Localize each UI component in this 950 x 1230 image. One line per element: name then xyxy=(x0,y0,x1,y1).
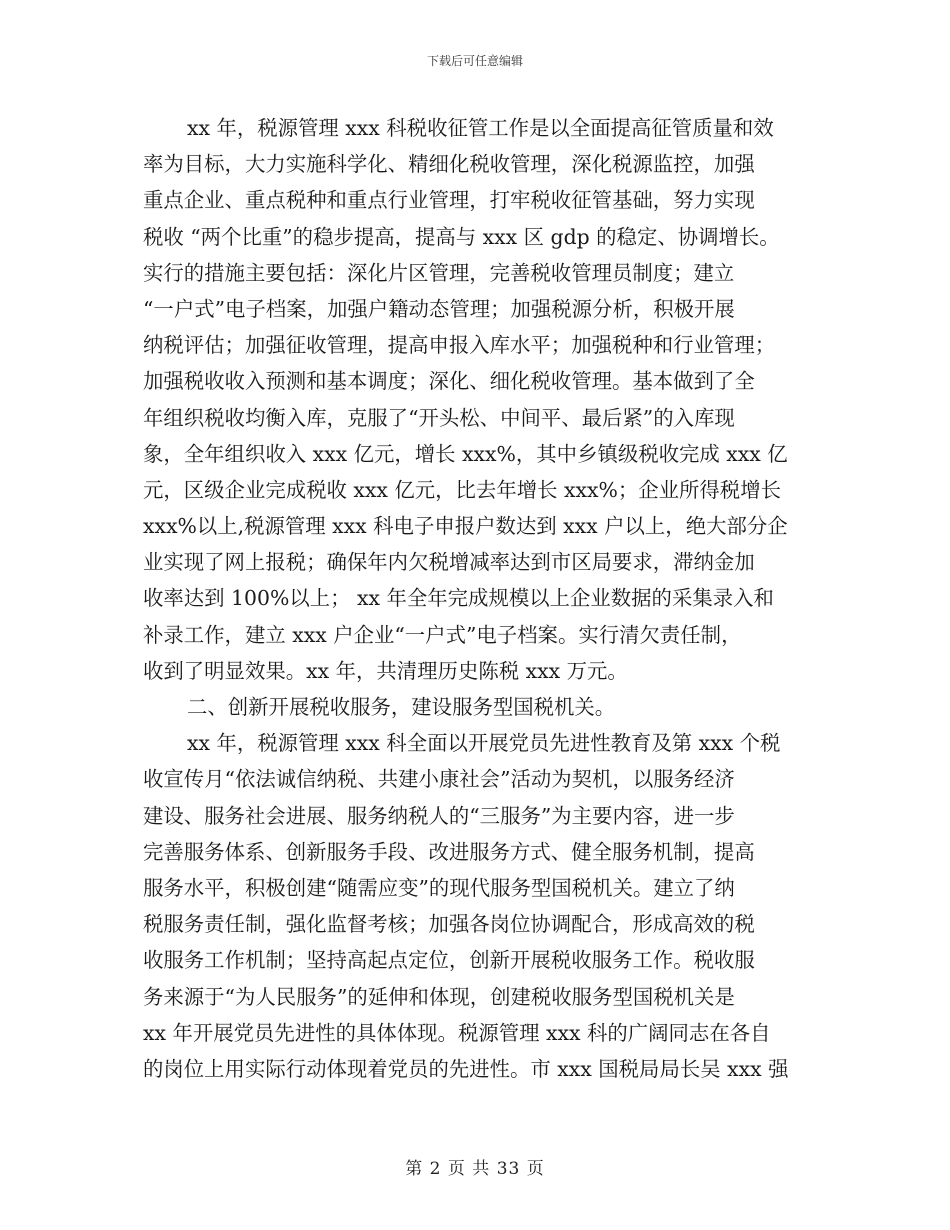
paragraph-line: 税服务责任制，强化监督考核；加强各岗位协调配合，形成高效的税 xyxy=(143,912,755,937)
paragraph-line: 象，全年组织收入 xxx 亿元，增长 xxx%，其中乡镇级税收完成 xxx 亿 xyxy=(143,441,788,466)
paragraph-line: 业实现了网上报税；确保年内欠税增减率达到市区局要求，滞纳金加 xyxy=(143,550,755,575)
paragraph-line: 的岗位上用实际行动体现着党员的先进性。市 xxx 国税局局长吴 xxx 强 xyxy=(143,1056,789,1081)
paragraph-line: xx 年开展党员先进性的具体体现。税源管理 xxx 科的广阔同志在各自 xyxy=(143,1020,771,1045)
paragraph-line: 重点企业、重点税种和重点行业管理，打牢税收征管基础，努力实现 xyxy=(143,188,755,213)
paragraph-line: 服务水平，积极创建“随需应变”的现代服务型国税机关。建立了纳 xyxy=(143,875,735,900)
paragraph-line: xx 年，税源管理 xxx 科全面以开展党员先进性教育及第 xxx 个税 xyxy=(187,731,781,756)
paragraph-line: 收到了明显效果。xx 年，共清理历史陈税 xxx 万元。 xyxy=(143,658,628,683)
document-body xyxy=(143,110,823,1087)
paragraph-line: 收率达到 100%以上； xx 年全年完成规模以上企业数据的采集录入和 xyxy=(143,586,774,611)
paragraph-line: 实行的措施主要包括：深化片区管理，完善税收管理员制度；建立 xyxy=(143,260,735,285)
paragraph-line: xxx%以上,税源管理 xxx 科电子申报户数达到 xxx 户以上，绝大部分企 xyxy=(143,514,788,539)
paragraph-line: 收服务工作机制；坚持高起点定位，创新开展税收服务工作。税收服 xyxy=(143,948,755,973)
paragraph-line: 年组织税收均衡入库，克服了“开头松、中间平、最后紧”的入库现 xyxy=(143,405,735,430)
paragraph-line: 元，区级企业完成税收 xxx 亿元，比去年增长 xxx%；企业所得税增长 xyxy=(143,477,781,502)
paragraph-line: “一户式”电子档案，加强户籍动态管理；加强税源分析，积极开展 xyxy=(143,296,735,321)
section-heading: 二、创新开展税收服务，建设服务型国税机关。 xyxy=(187,695,616,719)
paragraph-line: 加强税收收入预测和基本调度；深化、细化税收管理。基本做到了全 xyxy=(143,369,755,394)
paragraph-line: 补录工作，建立 xxx 户企业“一户式”电子档案。实行清欠责任制， xyxy=(143,622,742,647)
page-footer: 第 2 页 共 33 页 xyxy=(405,1159,545,1179)
paragraph-line: xx 年，税源管理 xxx 科税收征管工作是以全面提高征管质量和效 xyxy=(187,116,774,140)
paragraph-line: 率为目标，大力实施科学化、精细化税收管理，深化税源监控，加强 xyxy=(143,152,755,177)
paragraph-line: 务来源于“为人民服务”的延伸和体现，创建税收服务型国税机关是 xyxy=(143,984,735,1009)
paragraph-line: 建设、服务社会进展、服务纳税人的“三服务”为主要内容，进一步 xyxy=(143,803,735,828)
page-header: 下载后可任意编辑 xyxy=(426,54,523,68)
paragraph-line: 税收 “两个比重”的稳步提高，提高与 xxx 区 gdp 的稳定、协调增长。 xyxy=(143,224,780,249)
paragraph-line: 纳税评估；加强征收管理，提高申报入库水平；加强税种和行业管理； xyxy=(143,333,776,358)
paragraph-line: 完善服务体系、创新服务手段、改进服务方式、健全服务机制，提高 xyxy=(143,839,755,864)
paragraph-line: 收宣传月“依法诚信纳税、共建小康社会”活动为契机，以服务经济 xyxy=(143,767,735,792)
